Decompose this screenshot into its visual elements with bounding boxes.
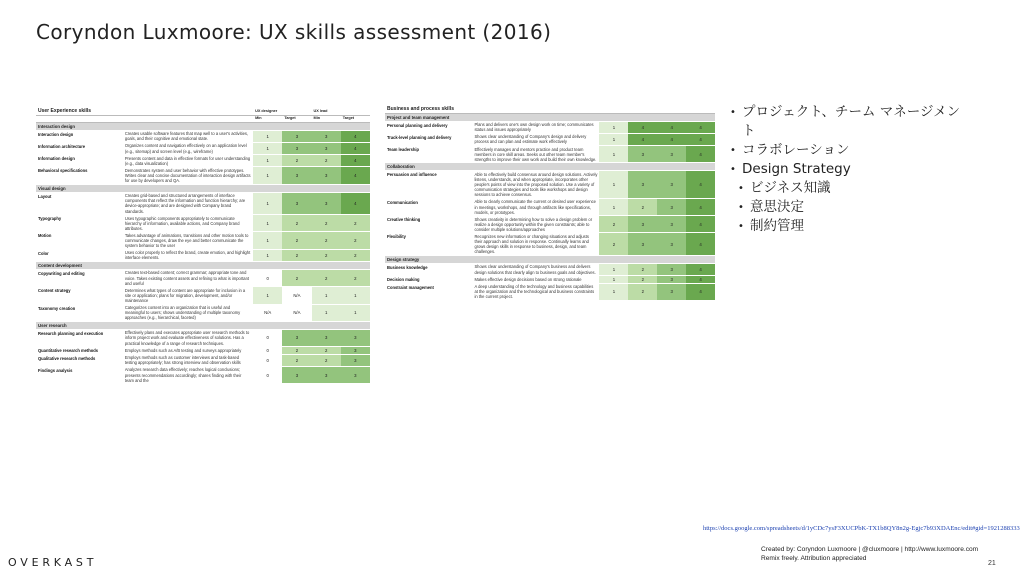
skill-description: Uses color properly to reflect the brand, create emotion, and highlight interface elements. bbox=[123, 249, 253, 261]
table-row bbox=[385, 283, 715, 300]
skill-level-cell: 4 bbox=[686, 146, 715, 163]
skill-level-cell: 3 bbox=[282, 142, 311, 154]
ux-skills-table bbox=[36, 107, 370, 472]
skill-name: Information architecture bbox=[36, 142, 123, 154]
skill-level-cell: 2 bbox=[312, 269, 341, 286]
slide-title: Coryndon Luxmoore: UX skills assessment (2016) bbox=[36, 20, 552, 44]
category-label: Interaction design bbox=[36, 122, 370, 130]
column-target: Target bbox=[341, 115, 370, 122]
table-row bbox=[36, 354, 370, 366]
skill-name: Behavioral specifications bbox=[36, 167, 123, 184]
skill-level-cell: 2 bbox=[282, 347, 311, 355]
skill-level-cell: 1 bbox=[599, 283, 628, 300]
skill-level-cell: 3 bbox=[628, 233, 657, 255]
skill-level-cell: 2 bbox=[599, 216, 628, 233]
skill-level-cell: 4 bbox=[686, 276, 715, 284]
skill-name: Constraint management bbox=[385, 283, 472, 300]
skill-name: Content strategy bbox=[36, 287, 123, 304]
table-row bbox=[385, 121, 715, 133]
category-row bbox=[36, 122, 370, 130]
skill-level-cell: 0 bbox=[253, 329, 282, 346]
category-row bbox=[36, 261, 370, 269]
skill-description: Takes advantage of animations, transitions and other motion tools to communicate changes, draw the eye and better communicate the system behavior to the user bbox=[123, 232, 253, 249]
category-label: User research bbox=[36, 321, 370, 329]
skill-level-cell: 4 bbox=[686, 263, 715, 275]
table-header bbox=[385, 105, 715, 113]
skill-description: Creates grid-based and structured arrangements of interface components that reflect the information and function hierarchy; are device-appropriate; and are designed with Company brand standards. bbox=[123, 192, 253, 214]
skill-level-cell: 3 bbox=[657, 263, 686, 275]
skill-level-cell: N/A bbox=[253, 304, 282, 321]
credit-line: Created by: Coryndon Luxmoore | @cluxmoore | http://www.luxmoore.com bbox=[761, 546, 979, 553]
skill-level-cell: 3 bbox=[312, 167, 341, 184]
table-row bbox=[36, 130, 370, 142]
skill-level-cell: 1 bbox=[599, 146, 628, 163]
skill-level-cell: 4 bbox=[341, 155, 370, 167]
table-row bbox=[385, 216, 715, 233]
bullet-item: • プロジェクト、チーム マネージメント bbox=[730, 103, 970, 141]
table-row bbox=[36, 287, 370, 304]
table-row bbox=[36, 155, 370, 167]
skill-level-cell: 4 bbox=[686, 171, 715, 198]
skill-level-cell: 4 bbox=[686, 283, 715, 300]
skill-level-cell: 2 bbox=[312, 354, 341, 366]
skill-level-cell: 0 bbox=[253, 347, 282, 355]
skill-description: Demonstrates system and user behavior with effective prototypes. Writes clear and concise documentation of interaction design artifacts for use by developers and QA. bbox=[123, 167, 253, 184]
skill-level-cell: 2 bbox=[599, 233, 628, 255]
table-title: Business and process skills bbox=[385, 105, 715, 113]
table-title: User Experience skills bbox=[36, 107, 123, 115]
bullet-item: • 制約管理 bbox=[730, 217, 970, 236]
skill-name: Communication bbox=[385, 198, 472, 215]
skill-level-cell: 4 bbox=[341, 167, 370, 184]
skill-level-cell: 2 bbox=[312, 249, 341, 261]
skill-name: Color bbox=[36, 249, 123, 261]
skill-description: Makes effective design decisions based on strong rationale bbox=[472, 276, 599, 284]
skill-level-cell: 1 bbox=[253, 249, 282, 261]
skill-level-cell: 0 bbox=[253, 366, 282, 383]
column-min: Min bbox=[253, 115, 282, 122]
skill-name: Findings analysis bbox=[36, 366, 123, 383]
category-row bbox=[385, 255, 715, 263]
table-row bbox=[385, 276, 715, 284]
skill-name: Team leadership bbox=[385, 146, 472, 163]
skill-level-cell: 1 bbox=[253, 232, 282, 249]
skill-name: Personal planning and delivery bbox=[385, 121, 472, 133]
table-row bbox=[36, 329, 370, 346]
skill-description: Effectively manages and mentors practice and product team members in core skill areas. Seeks out other team member's strengths to improve their own work and build their own knowledge. bbox=[472, 146, 599, 163]
skill-name: Track-level planning and delivery bbox=[385, 133, 472, 145]
category-row bbox=[385, 113, 715, 121]
category-row bbox=[36, 184, 370, 192]
skill-name: Research planning and execution bbox=[36, 329, 123, 346]
table-row bbox=[36, 232, 370, 249]
skill-level-cell: 1 bbox=[253, 192, 282, 214]
skill-description: Plans and delivers one's own design work on time; communicates status and issues appropriately bbox=[472, 121, 599, 133]
skill-description: Creates text-based content; correct grammar; appropriate tone and voice. Takes existing content assets and refining to what is important and useful bbox=[123, 269, 253, 286]
skill-name: Typography bbox=[36, 215, 123, 232]
table-row bbox=[36, 249, 370, 261]
skill-level-cell: 3 bbox=[341, 354, 370, 366]
skill-level-cell: 2 bbox=[341, 269, 370, 286]
skill-description: Employs methods such as customer interviews and task-based testing appropriately; has strong interview and observation skills bbox=[123, 354, 253, 366]
column-target: Target bbox=[282, 115, 311, 122]
skill-level-cell: 3 bbox=[657, 276, 686, 284]
skill-description: Shows clear understanding of Company's business and delivers design solutions that clearly align to business goals and objectives. bbox=[472, 263, 599, 275]
skill-level-cell: 4 bbox=[628, 121, 657, 133]
skill-level-cell: 4 bbox=[341, 142, 370, 154]
skill-level-cell: 3 bbox=[657, 216, 686, 233]
skill-level-cell: 4 bbox=[686, 133, 715, 145]
skill-level-cell: 3 bbox=[657, 233, 686, 255]
skill-level-cell: 1 bbox=[341, 304, 370, 321]
skill-level-cell: 2 bbox=[312, 232, 341, 249]
skill-name: Creative thinking bbox=[385, 216, 472, 233]
skill-level-cell: 3 bbox=[282, 192, 311, 214]
table-row bbox=[36, 192, 370, 214]
credit-line: Remix freely. Attribution appreciated bbox=[761, 555, 867, 562]
skill-level-cell: 2 bbox=[628, 283, 657, 300]
skill-level-cell: 1 bbox=[599, 121, 628, 133]
skill-level-cell: 3 bbox=[628, 146, 657, 163]
bullet-item: • コラボレーション bbox=[730, 141, 970, 160]
table-row bbox=[385, 233, 715, 255]
skill-level-cell: 3 bbox=[312, 130, 341, 142]
skill-level-cell: 1 bbox=[253, 142, 282, 154]
skill-name: Decision making bbox=[385, 276, 472, 284]
credit-block bbox=[761, 545, 1023, 563]
skill-level-cell: 1 bbox=[599, 171, 628, 198]
table-row bbox=[385, 146, 715, 163]
skill-level-cell: 4 bbox=[686, 216, 715, 233]
skill-level-cell: 2 bbox=[282, 232, 311, 249]
skill-level-cell: 3 bbox=[341, 366, 370, 383]
skill-name: Qualitative research methods bbox=[36, 354, 123, 366]
skill-description: Creates usable software features that map well to a user's activities, goals, and their cognitive and emotional state. bbox=[123, 130, 253, 142]
skill-level-cell: 3 bbox=[628, 171, 657, 198]
skill-name: Quantitative research methods bbox=[36, 347, 123, 355]
table-row bbox=[36, 304, 370, 321]
bullet-item: • Design Strategy bbox=[730, 160, 970, 179]
skill-name: Flexibility bbox=[385, 233, 472, 255]
skill-level-cell: 1 bbox=[599, 276, 628, 284]
skill-level-cell: 0 bbox=[253, 354, 282, 366]
skill-name: Interaction design bbox=[36, 130, 123, 142]
skill-level-cell: 3 bbox=[657, 146, 686, 163]
skill-level-cell: 2 bbox=[341, 249, 370, 261]
category-label: Design strategy bbox=[385, 255, 715, 263]
skill-level-cell: 1 bbox=[341, 287, 370, 304]
skill-description: Shows creativity in determining how to solve a design problem or realize a design opportunity within the given constraints; able to consider multiple solutions/approaches bbox=[472, 216, 599, 233]
bullet-list bbox=[730, 103, 970, 236]
category-label: Project and team management bbox=[385, 113, 715, 121]
column-min: Min bbox=[312, 115, 341, 122]
skill-level-cell: 4 bbox=[657, 121, 686, 133]
skill-name: Persuasion and influence bbox=[385, 171, 472, 198]
skill-level-cell: 1 bbox=[253, 167, 282, 184]
skill-level-cell: 3 bbox=[282, 329, 311, 346]
skill-level-cell: 1 bbox=[253, 215, 282, 232]
source-link[interactable]: https://docs.google.com/spreadsheets/d/1yCDc7ysF3XUCPbK-TX1b8QY8n2g-Egjc7b93XDAEnc/edit#gid=1921288333 bbox=[703, 525, 1020, 532]
skill-name: Motion bbox=[36, 232, 123, 249]
skill-level-cell: 3 bbox=[628, 216, 657, 233]
table-row bbox=[385, 133, 715, 145]
skill-level-cell: 3 bbox=[312, 192, 341, 214]
skill-level-cell: 2 bbox=[282, 269, 311, 286]
skill-description: A deep understanding of the technology and business capabilities at the organization and the technological and business constraints in the current project. bbox=[472, 283, 599, 300]
skill-level-cell: 3 bbox=[341, 347, 370, 355]
skill-name: Information design bbox=[36, 155, 123, 167]
skill-level-cell: 2 bbox=[282, 215, 311, 232]
skill-level-cell: 4 bbox=[686, 198, 715, 215]
skill-level-cell: 0 bbox=[253, 269, 282, 286]
category-row bbox=[36, 321, 370, 329]
table-row bbox=[36, 366, 370, 383]
table-row bbox=[385, 198, 715, 215]
skill-description: Effectively plans and executes appropriate user research methods to inform project work and evaluate effectiveness of solutions. Has a practical knowledge of a range of research techniques. bbox=[123, 329, 253, 346]
skill-level-cell: 2 bbox=[341, 232, 370, 249]
skill-level-cell: 3 bbox=[657, 283, 686, 300]
skill-level-cell: 2 bbox=[312, 155, 341, 167]
skill-level-cell: 1 bbox=[599, 198, 628, 215]
skill-level-cell: 4 bbox=[341, 192, 370, 214]
skill-level-cell: 3 bbox=[657, 171, 686, 198]
skill-level-cell: 2 bbox=[341, 215, 370, 232]
table-row bbox=[36, 167, 370, 184]
skill-level-cell: 1 bbox=[599, 133, 628, 145]
category-label: Visual design bbox=[36, 184, 370, 192]
skill-description: Categorizes content into an organization that is useful and meaningful to users; shows understanding of multiple taxonomy approaches (e.g., hierarchical, faceted) bbox=[123, 304, 253, 321]
skill-name: Taxonomy creation bbox=[36, 304, 123, 321]
table-row bbox=[36, 269, 370, 286]
skill-description: Recognizes new information or changing situations and adjusts their approach and solution in response. Continually learns and grows design skills in response to business, design, and team challenges. bbox=[472, 233, 599, 255]
skill-level-cell: 2 bbox=[282, 155, 311, 167]
table-header bbox=[36, 107, 370, 115]
category-label: Collaboration bbox=[385, 163, 715, 171]
skill-name: Layout bbox=[36, 192, 123, 214]
table-row bbox=[385, 171, 715, 198]
skill-level-cell: 3 bbox=[282, 366, 311, 383]
table-row bbox=[385, 263, 715, 275]
skill-level-cell: 1 bbox=[312, 304, 341, 321]
table-subheader bbox=[36, 115, 370, 122]
category-row bbox=[385, 163, 715, 171]
business-skills-table bbox=[385, 105, 715, 383]
table-row bbox=[36, 215, 370, 232]
skill-level-cell: 2 bbox=[282, 249, 311, 261]
skill-level-cell: 4 bbox=[341, 130, 370, 142]
skill-level-cell: 2 bbox=[312, 347, 341, 355]
skill-level-cell: 1 bbox=[253, 155, 282, 167]
bullet-item: • ビジネス知識 bbox=[730, 179, 970, 198]
skill-description: Analyzes research data effectively; reaches logical conclusions; presents recommendations accordingly; shares finding with their team and the bbox=[123, 366, 253, 383]
skill-level-cell: 2 bbox=[628, 263, 657, 275]
page-number: 21 bbox=[988, 560, 996, 567]
skill-level-cell: 1 bbox=[599, 263, 628, 275]
table-row bbox=[36, 142, 370, 154]
skill-level-cell: 3 bbox=[312, 366, 341, 383]
skill-level-cell: 2 bbox=[282, 354, 311, 366]
skill-level-cell: 3 bbox=[657, 198, 686, 215]
skill-description: Employs methods such as A/B testing and surveys appropriately bbox=[123, 347, 253, 355]
skill-level-cell: N/A bbox=[282, 287, 311, 304]
skill-level-cell: 1 bbox=[253, 130, 282, 142]
skill-level-cell: 2 bbox=[628, 276, 657, 284]
skill-level-cell: 1 bbox=[312, 287, 341, 304]
skill-description: Organizes content and navigation effectively on an application level (e.g., sitemap) and screen level (e.g., wireframe) bbox=[123, 142, 253, 154]
skill-description: Able to clearly communicate the current or desired user experience in meetings, workshops, and through artifacts like specifications, models, or prototypes. bbox=[472, 198, 599, 215]
skill-level-cell: N/A bbox=[282, 304, 311, 321]
overkast-logo: OVERKAST bbox=[8, 556, 98, 569]
skill-level-cell: 2 bbox=[312, 215, 341, 232]
skill-name: Copywriting and editing bbox=[36, 269, 123, 286]
skill-description: Determines what types of content are appropriate for inclusion in a site or application; plans for migration, development, and/or maintenance bbox=[123, 287, 253, 304]
category-label: Content development bbox=[36, 261, 370, 269]
bullet-item: • 意思決定 bbox=[730, 198, 970, 217]
column-group-ux-designer: UX designer bbox=[253, 107, 311, 115]
skill-level-cell: 3 bbox=[341, 329, 370, 346]
skill-description: Presents content and data in effective formats for user understanding (e.g., data visualization) bbox=[123, 155, 253, 167]
skill-level-cell: 3 bbox=[312, 329, 341, 346]
skill-level-cell: 4 bbox=[686, 121, 715, 133]
skill-level-cell: 4 bbox=[657, 133, 686, 145]
skill-level-cell: 4 bbox=[686, 233, 715, 255]
skill-description: Uses typographic components appropriately to communicate hierarchy of information, available actions, and Company brand attributes. bbox=[123, 215, 253, 232]
skill-level-cell: 3 bbox=[312, 142, 341, 154]
skill-description: Shows clear understanding of Company's design and delivery process and can plan and estimate work effectively bbox=[472, 133, 599, 145]
skill-level-cell: 2 bbox=[628, 198, 657, 215]
skill-level-cell: 1 bbox=[253, 287, 282, 304]
skill-level-cell: 3 bbox=[282, 167, 311, 184]
table-row bbox=[36, 347, 370, 355]
skill-level-cell: 4 bbox=[628, 133, 657, 145]
skill-name: Business knowledge bbox=[385, 263, 472, 275]
skill-description: Able to effectively build consensus around design solutions. Actively listens, understands, and when appropriate, incorporates other people's points of view into the proposed solution. Use a variety of communication strategies and tools like workshops and design sessions to achieve consensus. bbox=[474, 171, 598, 198]
column-group-ux-lead: UX lead bbox=[312, 107, 370, 115]
skill-level-cell: 3 bbox=[282, 130, 311, 142]
